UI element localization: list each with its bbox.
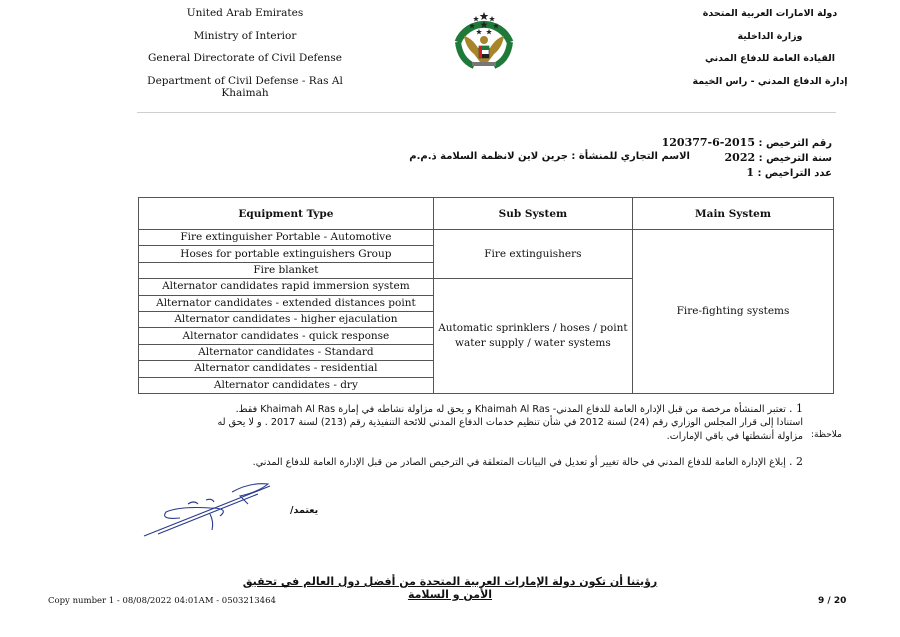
license-year-line: [725, 151, 832, 164]
note-1-line-1: [236, 403, 803, 416]
header-en-ministry: Ministry of Interior: [193, 30, 297, 42]
copy-info: Copy number 1 - 08/08/2022 04:01AM - 0503213464: [48, 596, 276, 606]
license-year-value: 2022: [724, 151, 756, 164]
sub-system-cell: Automatic sprinklers / hoses / point water supply / water systems: [433, 279, 632, 394]
license-number-line: [662, 136, 832, 149]
header-en-department: Department of Civil Defense - Ras Al Khaimah: [147, 75, 343, 99]
equipment-cell: Hoses for portable extinguishers Group: [139, 246, 434, 262]
note-1-line-2: استنادا إلى قرار المجلس الوزاري رقم (24) لسنة 2012 في شأن تنظيم خدمات الدفاع المدني للائحة التنفيذية رقم (213) لسنة 2017 . و لا يحق له: [217, 417, 803, 428]
header-en-directorate: General Directorate of Civil Defense: [147, 52, 343, 64]
col-header-main-system: Main System: [632, 198, 833, 230]
equipment-cell: Alternator candidates rapid immersion system: [139, 279, 434, 295]
header-divider: [137, 112, 836, 113]
signature-image: [140, 478, 280, 540]
sub-system-cell: Fire extinguishers: [433, 230, 632, 279]
note-1-number: 1 .: [789, 402, 803, 415]
header-ar-ministry: وزارة الداخلية: [737, 31, 803, 42]
license-count-label: عدد التراخيص :: [757, 168, 832, 179]
trade-name-label: الاسم التجاري للمنشأة :: [571, 151, 690, 162]
note-2: [253, 456, 803, 469]
header-ar-directorate: القيادة العامة للدفاع المدني: [705, 53, 835, 64]
license-count-value: 1: [746, 166, 754, 179]
license-year-label: سنة الترخيص :: [758, 153, 832, 164]
note-1-text: تعتبر المنشأة مرخصة من قبل الإدارة العامة للدفاع المدني- Khaimah Al Ras و يحق له مزاولة نشاطه في إمارة Khaimah Al Ras فقط.: [235, 404, 786, 415]
equipment-cell: Alternator candidates - quick response: [139, 328, 434, 344]
notes-label: ملاحظة:: [811, 430, 842, 440]
col-header-equipment-type: Equipment Type: [139, 198, 434, 230]
page-number: 9 / 20: [818, 596, 847, 606]
header-ar-country: دولة الامارات العربية المتحدة: [702, 8, 838, 19]
equipment-cell: Alternator candidates - extended distances point: [139, 295, 434, 311]
equipment-cell: Fire blanket: [139, 262, 434, 278]
vision-statement: رؤيتنا أن تكون دولة الإمارات العربية المتحدة من أفضل دول العالم في تحقيق الأمن و السلامة: [242, 575, 658, 601]
trade-name-value: جرين لاين لانظمة السلامة ذ.م.م: [409, 151, 568, 162]
license-number-label: رقم الترخيص :: [758, 138, 832, 149]
license-number-value: 2015-6-120377: [661, 136, 755, 149]
table-header-row: [139, 198, 834, 230]
col-header-sub-system: Sub System: [433, 198, 632, 230]
signature-label: يعتمد/: [290, 505, 319, 516]
trade-name-line: [409, 151, 690, 162]
table-row: [139, 230, 834, 246]
note-2-number: 2 .: [789, 455, 803, 468]
note-1-line-3: مزاولة أنشطتها في باقي الإمارات.: [666, 431, 803, 442]
equipment-cell: Fire extinguisher Portable - Automotive: [139, 230, 434, 246]
header-en-country: United Arab Emirates: [186, 7, 304, 19]
header-ar-department: إدارة الدفاع المدني - راس الخيمة: [692, 76, 848, 87]
main-system-cell: Fire-fighting systems: [632, 230, 833, 394]
note-2-text: إبلاغ الإدارة العامة للدفاع المدني في حالة تغيير أو تعديل في البيانات المتعلقة في الترخيص الصادر من قبل الإدارة العامة للدفاع المدني.: [252, 457, 786, 468]
ministry-emblem-icon: [448, 2, 520, 74]
equipment-cell: Alternator candidates - higher ejaculation: [139, 311, 434, 327]
equipment-cell: Alternator candidates - dry: [139, 377, 434, 393]
equipment-cell: Alternator candidates - Standard: [139, 344, 434, 360]
equipment-cell: Alternator candidates - residential: [139, 361, 434, 377]
equipment-table: [138, 197, 834, 394]
license-count-line: [746, 166, 832, 179]
